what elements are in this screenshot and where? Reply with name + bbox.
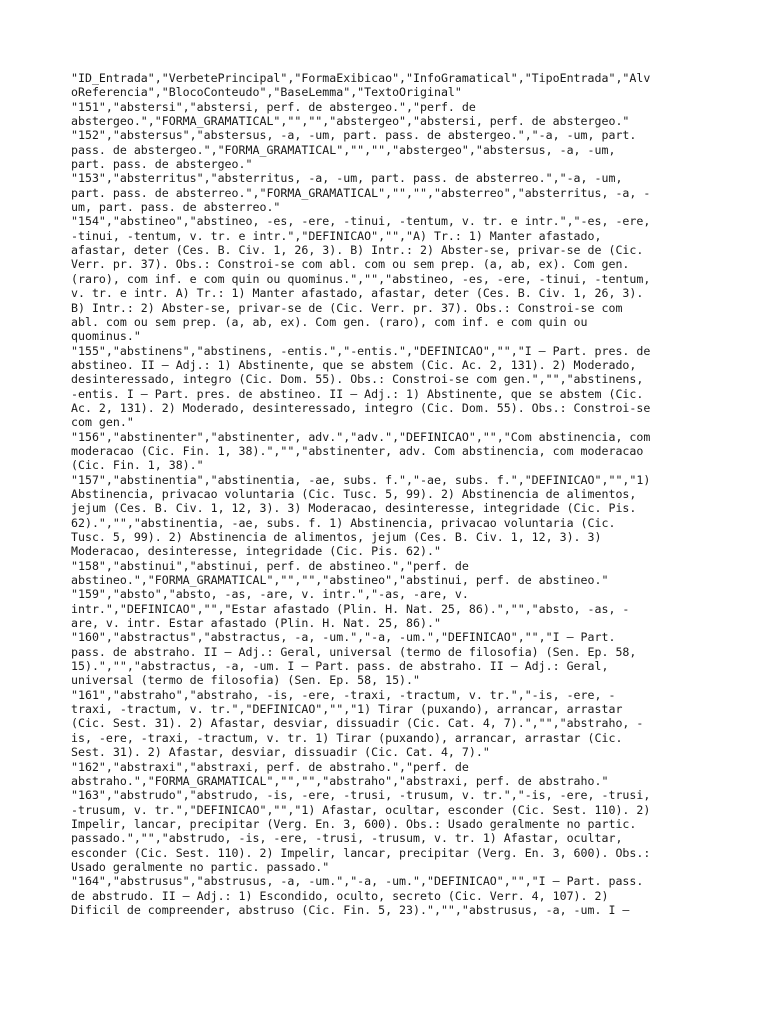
text-line: de abstrudo. II — Adj.: 1) Escondido, oculto, secreto (Cic. Verr. 4, 107). 2) xyxy=(71,888,609,903)
text-line: "163","abstrudo","abstrudo, -is, -ere, -trusi, -trusum, v. tr.","-is, -ere, -trusi, xyxy=(71,788,651,803)
text-line: Impelir, lancar, precipitar (Verg. En. 3, 600). Obs.: Usado geralmente no partic. xyxy=(71,816,637,831)
text-line: (raro), com inf. e com quin ou quominus.","","abstineo, -es, -ere, -tinui, -tentum, xyxy=(71,271,651,286)
text-line: "159","absto","absto, -as, -are, v. intr.","-as, -are, v. xyxy=(71,587,469,602)
text-line: Moderacao, desinteresse, integridade (Cic. Pis. 62)." xyxy=(71,544,441,559)
text-line: "153","absterritus","absterritus, -a, -um, part. pass. de absterreo.","-a, -um, xyxy=(71,171,623,186)
text-line: um, part. pass. de absterreo." xyxy=(71,200,281,215)
text-line: pass. de abstraho. II — Adj.: Geral, universal (termo de filosofia) (Sen. Ep. 58, xyxy=(71,644,637,659)
text-line: "164","abstrusus","abstrusus, -a, -um.","-a, -um.","DEFINICAO","","I — Part. pass. xyxy=(71,874,644,889)
text-line: "158","abstinui","abstinui, perf. de abstineo.","perf. de xyxy=(71,558,469,573)
text-line: Sest. 31). 2) Afastar, desviar, dissuadir (Cic. Cat. 4, 7)." xyxy=(71,745,490,760)
text-line: afastar, deter (Ces. B. Civ. 1, 26, 3). B) Intr.: 2) Abster-se, privar-se de (Cic. xyxy=(71,243,644,258)
text-line: "160","abstractus","abstractus, -a, -um.","-a, -um.","DEFINICAO","","I — Part. xyxy=(71,630,616,645)
text-line: Verr. pr. 37). Obs.: Constroi-se com abl. com ou sem prep. (a, ab, ex). Com gen. xyxy=(71,257,630,272)
text-line: "156","abstinenter","abstinenter, adv.","adv.","DEFINICAO","","Com abstinencia, com xyxy=(71,429,651,444)
text-line: Abstinencia, privacao voluntaria (Cic. Tusc. 5, 99). 2) Abstinencia de alimentos, xyxy=(71,486,637,501)
text-line: "155","abstinens","abstinens, -entis.","-entis.","DEFINICAO","","I — Part. pres. de xyxy=(71,343,651,358)
text-line: 62).","","abstinentia, -ae, subs. f. 1) Abstinencia, privacao voluntaria (Cic. xyxy=(71,515,616,530)
document-text xyxy=(71,71,703,917)
text-line: "151","abstersi","abstersi, perf. de abstergeo.","perf. de xyxy=(71,99,476,114)
text-line: "157","abstinentia","abstinentia, -ae, subs. f.","-ae, subs. f.","DEFINICAO","","1) xyxy=(71,472,651,487)
text-line: passado.","","abstrudo, -is, -ere, -trusi, -trusum, v. tr. 1) Afastar, ocultar, xyxy=(71,831,623,846)
text-line: Dificil de compreender, abstruso (Cic. Fin. 5, 23).","","abstrusus, -a, -um. I — xyxy=(71,902,630,917)
text-line: (Cic. Fin. 1, 38)." xyxy=(71,458,204,473)
text-line: abl. com ou sem prep. (a, ab, ex). Com gen. (raro), com inf. e com quin ou xyxy=(71,314,588,329)
text-line: Usado geralmente no partic. passado." xyxy=(71,859,330,874)
text-line: traxi, -tractum, v. tr.","DEFINICAO","","1) Tirar (puxando), arrancar, arrastar xyxy=(71,702,623,717)
text-line: oReferencia","BlocoConteudo","BaseLemma","TextoOriginal" xyxy=(71,85,462,100)
text-line: intr.","DEFINICAO","","Estar afastado (Plin. H. Nat. 25, 86).","","absto, -as, - xyxy=(71,601,630,616)
text-line: abstineo.","FORMA_GRAMATICAL","","","abstineo","abstinui, perf. de abstineo." xyxy=(71,573,609,588)
text-line: part. pass. de abstergeo." xyxy=(71,157,253,172)
text-line: "152","abstersus","abstersus, -a, -um, part. pass. de abstergeo.","-a, -um, part. xyxy=(71,128,637,143)
text-line: are, v. intr. Estar afastado (Plin. H. Nat. 25, 86)." xyxy=(71,616,441,631)
text-line: desinteressado, integro (Cic. Dom. 55). Obs.: Constroi-se com gen.","","abstinens, xyxy=(71,372,644,387)
text-line: esconder (Cic. Sest. 110). 2) Impelir, lancar, precipitar (Verg. En. 3, 600). Obs.: xyxy=(71,845,651,860)
text-line: "154","abstineo","abstineo, -es, -ere, -tinui, -tentum, v. tr. e intr.","-es, -ere, xyxy=(71,214,651,229)
text-line: abstineo. II — Adj.: 1) Abstinente, que se abstem (Cic. Ac. 2, 131). 2) Moderado, xyxy=(71,357,637,372)
text-line: Tusc. 5, 99). 2) Abstinencia de alimentos, jejum (Ces. B. Civ. 1, 12, 3). 3) xyxy=(71,530,602,544)
text-line: "ID_Entrada","VerbetePrincipal","FormaExibicao","InfoGramatical","TipoEntrada","Alv xyxy=(71,71,651,85)
text-line: abstergeo.","FORMA_GRAMATICAL","","","abstergeo","abstersi, perf. de abstergeo." xyxy=(71,114,630,129)
text-line: part. pass. de absterreo.","FORMA_GRAMATICAL","","","absterreo","absterritus, -a, - xyxy=(71,185,651,200)
text-line: "161","abstraho","abstraho, -is, -ere, -traxi, -tractum, v. tr.","-is, -ere, - xyxy=(71,687,616,702)
text-line: -tinui, -tentum, v. tr. e intr.","DEFINICAO","","A) Tr.: 1) Manter afastado, xyxy=(71,228,602,243)
text-line: "162","abstraxi","abstraxi, perf. de abstraho.","perf. de xyxy=(71,759,469,774)
text-line: Ac. 2, 131). 2) Moderado, desinteressado, integro (Cic. Dom. 55). Obs.: Constroi-se xyxy=(71,400,651,415)
text-line: pass. de abstergeo.","FORMA_GRAMATICAL","","","abstergeo","abstersus, -a, -um, xyxy=(71,142,616,157)
text-line: jejum (Ces. B. Civ. 1, 12, 3). 3) Moderacao, desinteresse, integridade (Cic. Pis. xyxy=(71,501,637,516)
text-line: (Cic. Sest. 31). 2) Afastar, desviar, dissuadir (Cic. Cat. 4, 7).","","abstraho, - xyxy=(71,716,644,731)
text-line: moderacao (Cic. Fin. 1, 38).","","abstinenter, adv. Com abstinencia, com moderacao xyxy=(71,443,644,458)
text-line: universal (termo de filosofia) (Sen. Ep. 58, 15)." xyxy=(71,673,421,688)
text-line: -entis. I — Part. pres. de abstineo. II — Adj.: 1) Abstinente, que se abstem (Cic. xyxy=(71,386,644,401)
text-line: B) Intr.: 2) Abster-se, privar-se de (Cic. Verr. pr. 37). Obs.: Constroi-se com xyxy=(71,300,623,315)
text-line: quominus." xyxy=(71,329,141,344)
text-line: is, -ere, -traxi, -tractum, v. tr. 1) Tirar (puxando), arrancar, arrastar (Cic. xyxy=(71,730,623,745)
text-line: -trusum, v. tr.","DEFINICAO","","1) Afastar, ocultar, esconder (Cic. Sest. 110). 2) xyxy=(71,802,651,817)
text-line: 15).","","abstractus, -a, -um. I — Part. pass. de abstraho. II — Adj.: Geral, xyxy=(71,659,609,674)
text-line: com gen." xyxy=(71,415,134,430)
text-line: abstraho.","FORMA_GRAMATICAL","","","abstraho","abstraxi, perf. de abstraho." xyxy=(71,773,609,788)
text-line: v. tr. e intr. A) Tr.: 1) Manter afastado, afastar, deter (Ces. B. Civ. 1, 26, 3). xyxy=(71,286,644,301)
